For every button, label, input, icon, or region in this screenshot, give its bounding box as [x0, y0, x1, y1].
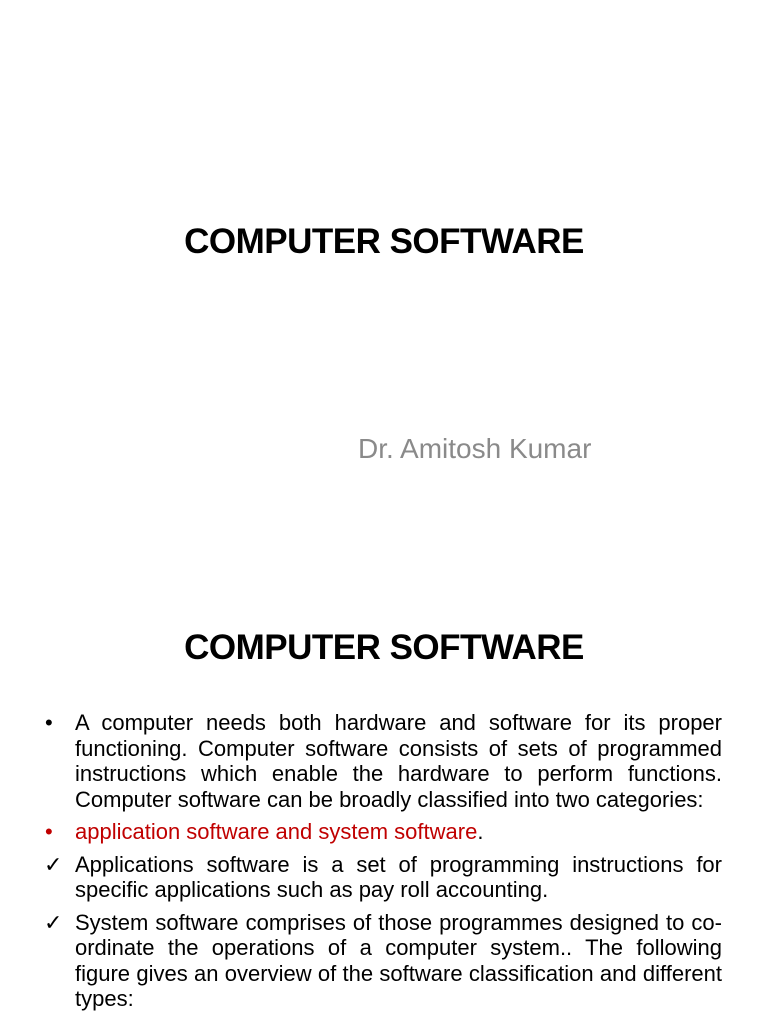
highlight-text: application software and system software [75, 819, 478, 844]
checkmark-icon: ✓ [44, 909, 63, 935]
bullet-dot-icon: • [45, 710, 53, 735]
check-text: Applications software is a set of programming instructions for specific applications such as pay roll accounting. [75, 851, 722, 902]
content-slide [0, 576, 768, 1024]
bullet-text: A computer needs both hardware and software for its proper functioning. Computer software consists of sets of programmed instructions which enable the hardware to perform functions. Computer software can be broadly classified into two categories: [75, 710, 722, 812]
check-item [42, 910, 722, 1012]
author-subtitle: Dr. Amitosh Kumar [358, 433, 592, 464]
highlight-suffix: . [477, 819, 484, 844]
bullet-dot-icon: • [45, 819, 53, 844]
bullet-list [42, 710, 722, 1019]
slide-title: COMPUTER SOFTWARE [184, 222, 584, 261]
check-text: System software comprises of those programmes designed to co-ordinate the operations of a computer system.. The following figure gives an overview of the software classification and different types: [75, 909, 722, 1011]
bullet-item-highlight [42, 819, 722, 845]
checkmark-icon: ✓ [44, 851, 63, 877]
content-slide-title: COMPUTER SOFTWARE [184, 628, 584, 667]
bullet-item [42, 710, 722, 812]
check-item [42, 852, 722, 903]
